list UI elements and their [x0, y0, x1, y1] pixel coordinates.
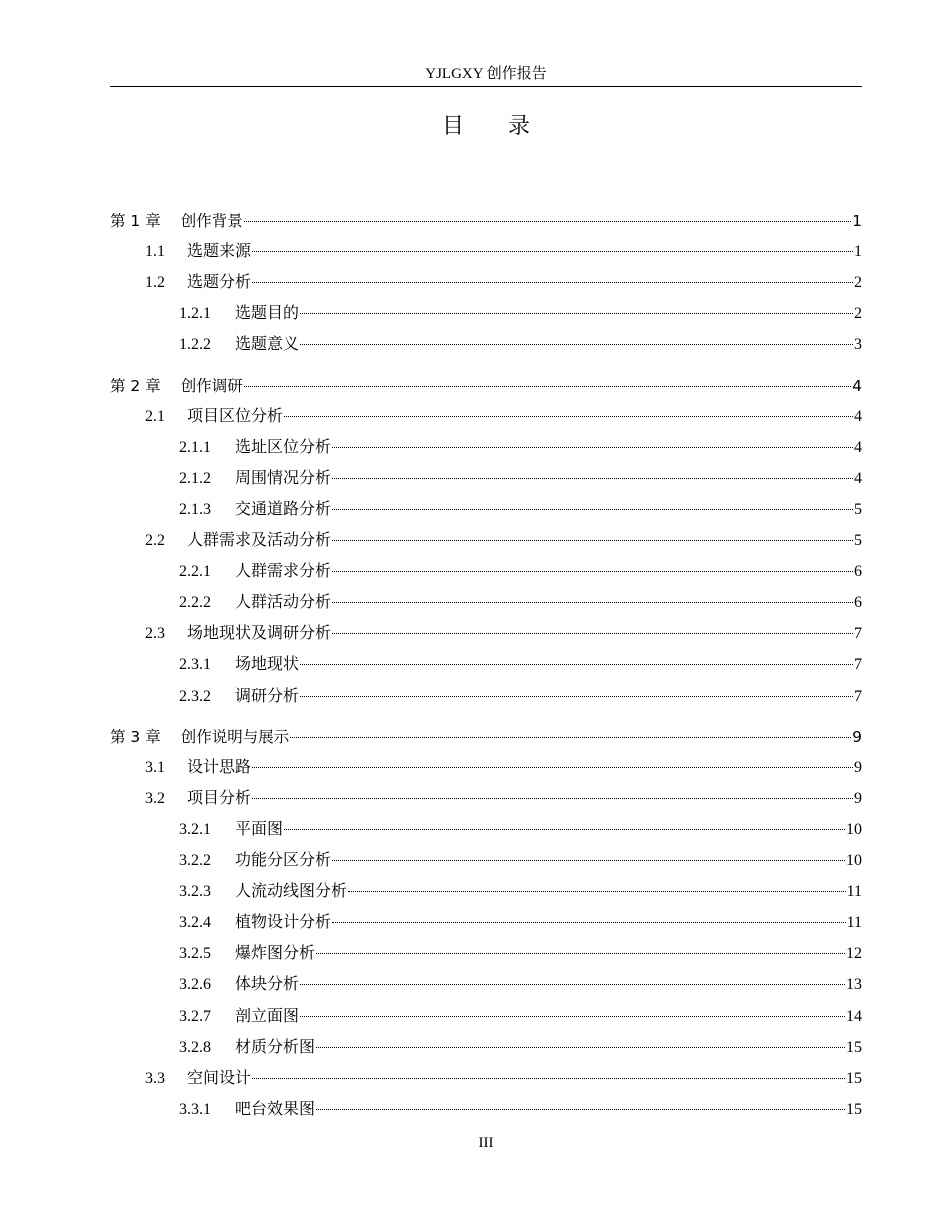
toc-dot-leader	[300, 983, 845, 985]
toc-entry-title: 设计思路	[187, 758, 252, 776]
toc-dot-leader	[284, 828, 845, 830]
toc-dot-leader	[332, 570, 853, 572]
toc-entry-number: 2.3.2	[179, 687, 211, 705]
footer-page-number: III	[478, 1135, 494, 1151]
toc-title: 目录	[441, 114, 574, 139]
toc-entry-page: 9	[854, 789, 862, 807]
toc-entry-title: 项目区位分析	[187, 407, 284, 425]
toc-entry-title: 吧台效果图	[235, 1100, 316, 1118]
toc-entry-title: 平面图	[235, 820, 284, 838]
toc-entry-page: 13	[846, 976, 862, 994]
toc-entry-title: 选题目的	[235, 305, 300, 323]
toc-entry-page: 14	[846, 1007, 862, 1025]
toc-dot-leader	[332, 477, 853, 479]
toc-entry-number: 3.2.6	[179, 976, 211, 994]
toc-entry-page: 1	[852, 212, 862, 230]
header-rule	[110, 86, 862, 87]
toc-entry-number: 第 3 章	[110, 727, 161, 746]
toc-entry[interactable]	[110, 880, 862, 904]
toc-dot-leader	[300, 695, 853, 697]
toc-entry[interactable]	[110, 911, 862, 935]
toc-entry[interactable]	[110, 209, 862, 233]
toc-entry-number: 1.2.1	[179, 305, 211, 323]
toc-entry-title: 选题分析	[187, 274, 252, 292]
toc-dot-leader	[348, 890, 846, 892]
toc-entry-number: 3.2	[145, 789, 165, 807]
toc-entry-number: 3.1	[145, 758, 165, 776]
toc-entry-number: 3.2.2	[179, 852, 211, 869]
toc-entry-number: 1.1	[145, 243, 165, 261]
toc-dot-leader	[332, 632, 853, 634]
toc-entry-page: 11	[846, 883, 862, 901]
toc-entry[interactable]	[110, 271, 862, 295]
toc-entry-title: 爆炸图分析	[235, 945, 316, 963]
toc-entry-page: 10	[846, 820, 862, 838]
toc-entry-number: 1.2.2	[179, 336, 211, 354]
toc-dot-leader	[252, 1077, 845, 1079]
toc-dot-leader	[332, 921, 846, 923]
toc-dot-leader	[332, 601, 853, 603]
toc-entry-title: 人群活动分析	[235, 594, 332, 612]
toc-entry-title: 剖立面图	[235, 1007, 300, 1025]
toc-entry-title: 人流动线图分析	[235, 883, 348, 901]
toc-entry-number: 1.2	[145, 274, 165, 292]
toc-entry-page: 15	[846, 1069, 862, 1087]
toc-entry-number: 3.3	[145, 1069, 165, 1087]
toc-entry-page: 6	[854, 594, 862, 612]
toc-entry-page: 4	[854, 407, 862, 425]
toc-entry-page: 5	[854, 532, 862, 549]
toc-entry-page: 4	[852, 376, 862, 395]
header-text: YJLGXY 创作报告	[425, 66, 547, 82]
toc-entry-title: 功能分区分析	[235, 852, 332, 869]
toc-entry-title: 项目分析	[187, 789, 252, 807]
toc-entry-page: 4	[854, 469, 862, 487]
toc-entry[interactable]	[110, 756, 862, 780]
toc-entry[interactable]	[110, 1005, 862, 1029]
toc-entry-number: 2.2	[145, 532, 165, 549]
toc-dot-leader	[284, 415, 853, 417]
toc-entry-title: 植物设计分析	[235, 914, 332, 932]
toc-entry-page: 2	[854, 274, 862, 292]
toc-entry-number: 第 1 章	[110, 212, 161, 230]
toc-entry-number: 3.3.1	[179, 1100, 211, 1118]
toc-dot-leader	[252, 797, 853, 799]
toc-entry-page: 12	[846, 945, 862, 963]
toc-entry-number: 3.2.5	[179, 945, 211, 963]
toc-entry-title: 创作说明与展示	[180, 727, 290, 746]
toc-entry-page: 4	[854, 438, 862, 456]
toc-entry-title: 场地现状	[235, 656, 300, 674]
toc-entry-page: 3	[854, 336, 862, 354]
toc-entry-title: 交通道路分析	[235, 500, 332, 518]
toc-entry-number: 2.3	[145, 625, 165, 643]
toc-entry-number: 2.1.1	[179, 438, 211, 456]
toc-entry[interactable]	[110, 1036, 862, 1060]
toc-entry-number: 2.2.1	[179, 563, 211, 581]
toc-entry-title: 选址区位分析	[235, 438, 332, 456]
toc-entry-page: 2	[854, 305, 862, 323]
toc-entry-title: 场地现状及调研分析	[187, 625, 332, 643]
toc-entry[interactable]	[110, 725, 862, 749]
toc-entry[interactable]	[110, 973, 862, 997]
toc-dot-leader	[332, 446, 853, 448]
toc-dot-leader	[300, 343, 853, 345]
toc-dot-leader	[316, 1046, 845, 1048]
toc-entry-title: 周围情况分析	[235, 469, 332, 487]
toc-entry-page: 7	[854, 656, 862, 674]
toc-entry[interactable]	[110, 374, 862, 398]
toc-entry-page: 6	[854, 563, 862, 581]
toc-entry-number: 3.2.7	[179, 1007, 211, 1025]
toc-entry-title: 创作调研	[180, 376, 243, 395]
toc-entry-title: 人群需求及活动分析	[187, 532, 332, 549]
toc-entry-title: 体块分析	[235, 976, 300, 994]
toc-entry[interactable]	[110, 467, 862, 491]
toc-entry-page: 9	[852, 727, 862, 746]
toc-entry[interactable]	[110, 333, 862, 357]
toc-entry-number: 2.2.2	[179, 594, 211, 612]
toc-dot-leader	[332, 508, 853, 510]
toc-entry-page: 1	[854, 243, 862, 261]
toc-entry-number: 3.2.1	[179, 820, 211, 838]
toc-entry[interactable]	[110, 685, 862, 709]
toc-entry-page: 15	[846, 1038, 862, 1056]
toc-entry[interactable]	[110, 818, 862, 842]
toc-entry-page: 7	[854, 625, 862, 643]
toc-entry-number: 第 2 章	[110, 376, 161, 395]
toc-dot-leader	[332, 539, 853, 541]
toc-entry-title: 材质分析图	[235, 1038, 316, 1056]
toc-entry[interactable]	[110, 591, 862, 615]
toc-dot-leader	[252, 250, 853, 252]
toc-dot-leader	[316, 1108, 845, 1110]
toc-entry-number: 2.1.2	[179, 469, 211, 487]
toc-entry[interactable]	[110, 849, 862, 873]
toc-entry[interactable]	[110, 560, 862, 584]
toc-dot-leader	[244, 385, 851, 387]
toc-entry[interactable]	[110, 240, 862, 264]
toc-dot-leader	[316, 952, 845, 954]
toc-entry[interactable]	[110, 436, 862, 460]
toc-entry-title: 人群需求分析	[235, 563, 332, 581]
toc-entry-page: 7	[854, 687, 862, 705]
toc-entry-page: 10	[846, 852, 862, 869]
toc-entry-title: 选题意义	[235, 336, 300, 354]
toc-entry[interactable]	[110, 302, 862, 326]
toc-dot-leader	[252, 766, 853, 768]
toc-dot-leader	[300, 1015, 845, 1017]
toc-entry-title: 创作背景	[180, 212, 243, 230]
toc-entry[interactable]	[110, 498, 862, 522]
toc-entry-number: 2.1.3	[179, 500, 211, 518]
toc-entry[interactable]	[110, 942, 862, 966]
toc-entry[interactable]	[110, 653, 862, 677]
toc-entry-page: 5	[854, 500, 862, 518]
toc-entry-number: 2.3.1	[179, 656, 211, 674]
toc-entry-page: 15	[846, 1100, 862, 1118]
toc-entry[interactable]	[110, 405, 862, 429]
toc-entry[interactable]	[110, 1067, 862, 1091]
toc-dot-leader	[252, 281, 853, 283]
toc-entry[interactable]	[110, 622, 862, 646]
toc-entry[interactable]	[110, 529, 862, 553]
toc-entry-number: 3.2.8	[179, 1038, 211, 1056]
toc-dot-leader	[244, 220, 851, 222]
toc-dot-leader	[300, 663, 853, 665]
toc-entry-number: 3.2.4	[179, 914, 211, 932]
toc-entry-number: 2.1	[145, 407, 165, 425]
toc-entry-page: 11	[846, 914, 862, 932]
toc-entry[interactable]	[110, 1098, 862, 1122]
toc-entry-title: 调研分析	[235, 687, 300, 705]
toc-entry-title: 选题来源	[187, 243, 252, 261]
toc-entry-number: 3.2.3	[179, 883, 211, 901]
toc-dot-leader	[332, 859, 845, 861]
toc-dot-leader	[300, 312, 853, 314]
toc-dot-leader	[290, 736, 851, 738]
toc-entry-page: 9	[854, 758, 862, 776]
toc-entry[interactable]	[110, 787, 862, 811]
toc-entry-title: 空间设计	[187, 1069, 252, 1087]
